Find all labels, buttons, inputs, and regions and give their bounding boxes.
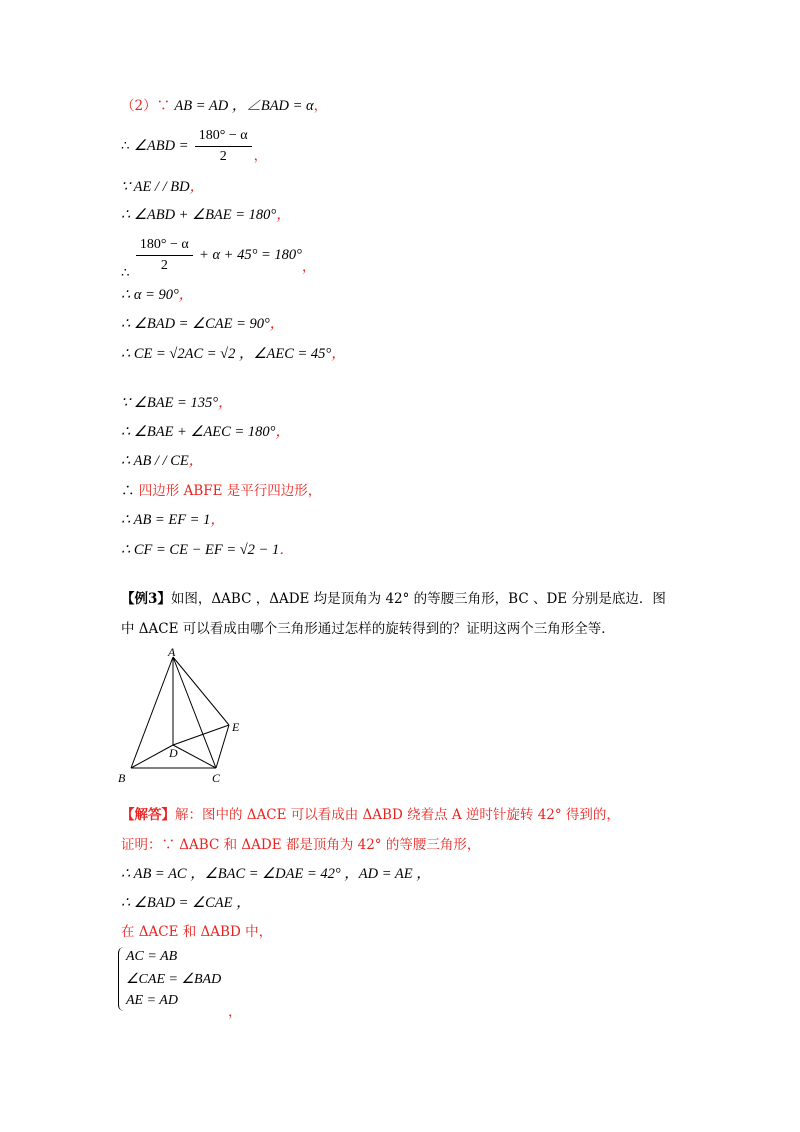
line-equation-alpha: ∴ $\frac{180^\circ - \alpha}{2}$ + α + 45° = 180°， [121,237,316,281]
solution-line1: 【解答】解：图中的 ΔACE 可以看成由 ΔABD 绕着点 A 逆时针旋转 42° 得到的， [121,807,620,823]
left-brace [118,947,125,1011]
fraction: $\frac{180^\circ - \alpha}{2}$ [195,127,252,166]
part-label: （2）∵ [121,98,171,114]
segment-ac [173,657,216,768]
vertex-label-c: C [212,771,221,785]
segment-ab [131,657,173,768]
line-angle-abd: ∴ ∠ABD = $\frac{180^\circ - \alpha}{2}$ ， [121,128,268,164]
vertex-label-b: B [118,771,126,785]
line-ab-ef-1: ∴ AB = EF = 1， [121,512,225,528]
trailing-comma: ， [228,1004,242,1020]
line-alpha-90: ∴ α = 90°， [121,287,194,303]
example3-line1: 【例3】如图，ΔABC ，ΔADE 均是顶角为 42° 的等腰三角形，BC 、DE 分别是底边．图 [121,591,666,607]
line-bad-cae: ∴ ∠BAD = ∠CAE = 90°， [121,316,285,332]
line-parallelogram: ∴ 四边形 ABFE 是平行四边形， [121,483,322,499]
fraction: $\frac{180^\circ - \alpha}{2}$ [136,236,193,275]
line-ae-parallel-bd: ∵ AE / / BD， [121,179,205,195]
line-ce-value: ∴ CE = √2AC = √2 ，∠AEC = 45°， [121,346,346,362]
line-angle-sum: ∴ ∠ABD + ∠BAE = 180°， [121,207,291,223]
solution-line4: ∴ ∠BAD = ∠CAE ， [121,895,251,911]
solution-line3: ∴ AB = AC ，∠BAC = ∠DAE = 42° ，AD = AE ， [121,866,431,882]
example-label: 【例3】 [121,591,171,607]
example3-line2: 中 ΔACE 可以看成由哪个三角形通过怎样的旋转得到的？证明这两个三角形全等． [121,621,615,637]
segment-dc [173,745,216,768]
math-expr: AB = AD ，∠BAD = α [174,98,314,114]
line-cf-result: ∴ CF = CE − EF = √2 − 1． [121,542,294,558]
line-bae-135: ∵ ∠BAE = 135°， [121,395,233,411]
vertex-label-e: E [232,720,240,734]
solution-line2: 证明：∵ ΔABC 和 ΔADE 都是顶角为 42° 的等腰三角形， [121,837,481,853]
vertex-label-d: D [169,746,178,760]
line-ab-parallel-ce: ∴ AB / / CE， [121,453,204,469]
segment-ae [173,657,229,725]
segment-ec [216,725,229,768]
segment-bd [131,745,173,768]
solution-label: 【解答】 [121,807,175,823]
line-bae-aec-sum: ∴ ∠BAE + ∠AEC = 180°， [121,424,290,440]
vertex-label-a: A [168,645,176,659]
line-given-ab-ad: （2）∵ AB = AD ，∠BAD = α， [121,98,328,114]
triangle-figure [112,645,262,790]
solution-line5: 在 ΔACE 和 ΔABD 中， [121,924,273,940]
